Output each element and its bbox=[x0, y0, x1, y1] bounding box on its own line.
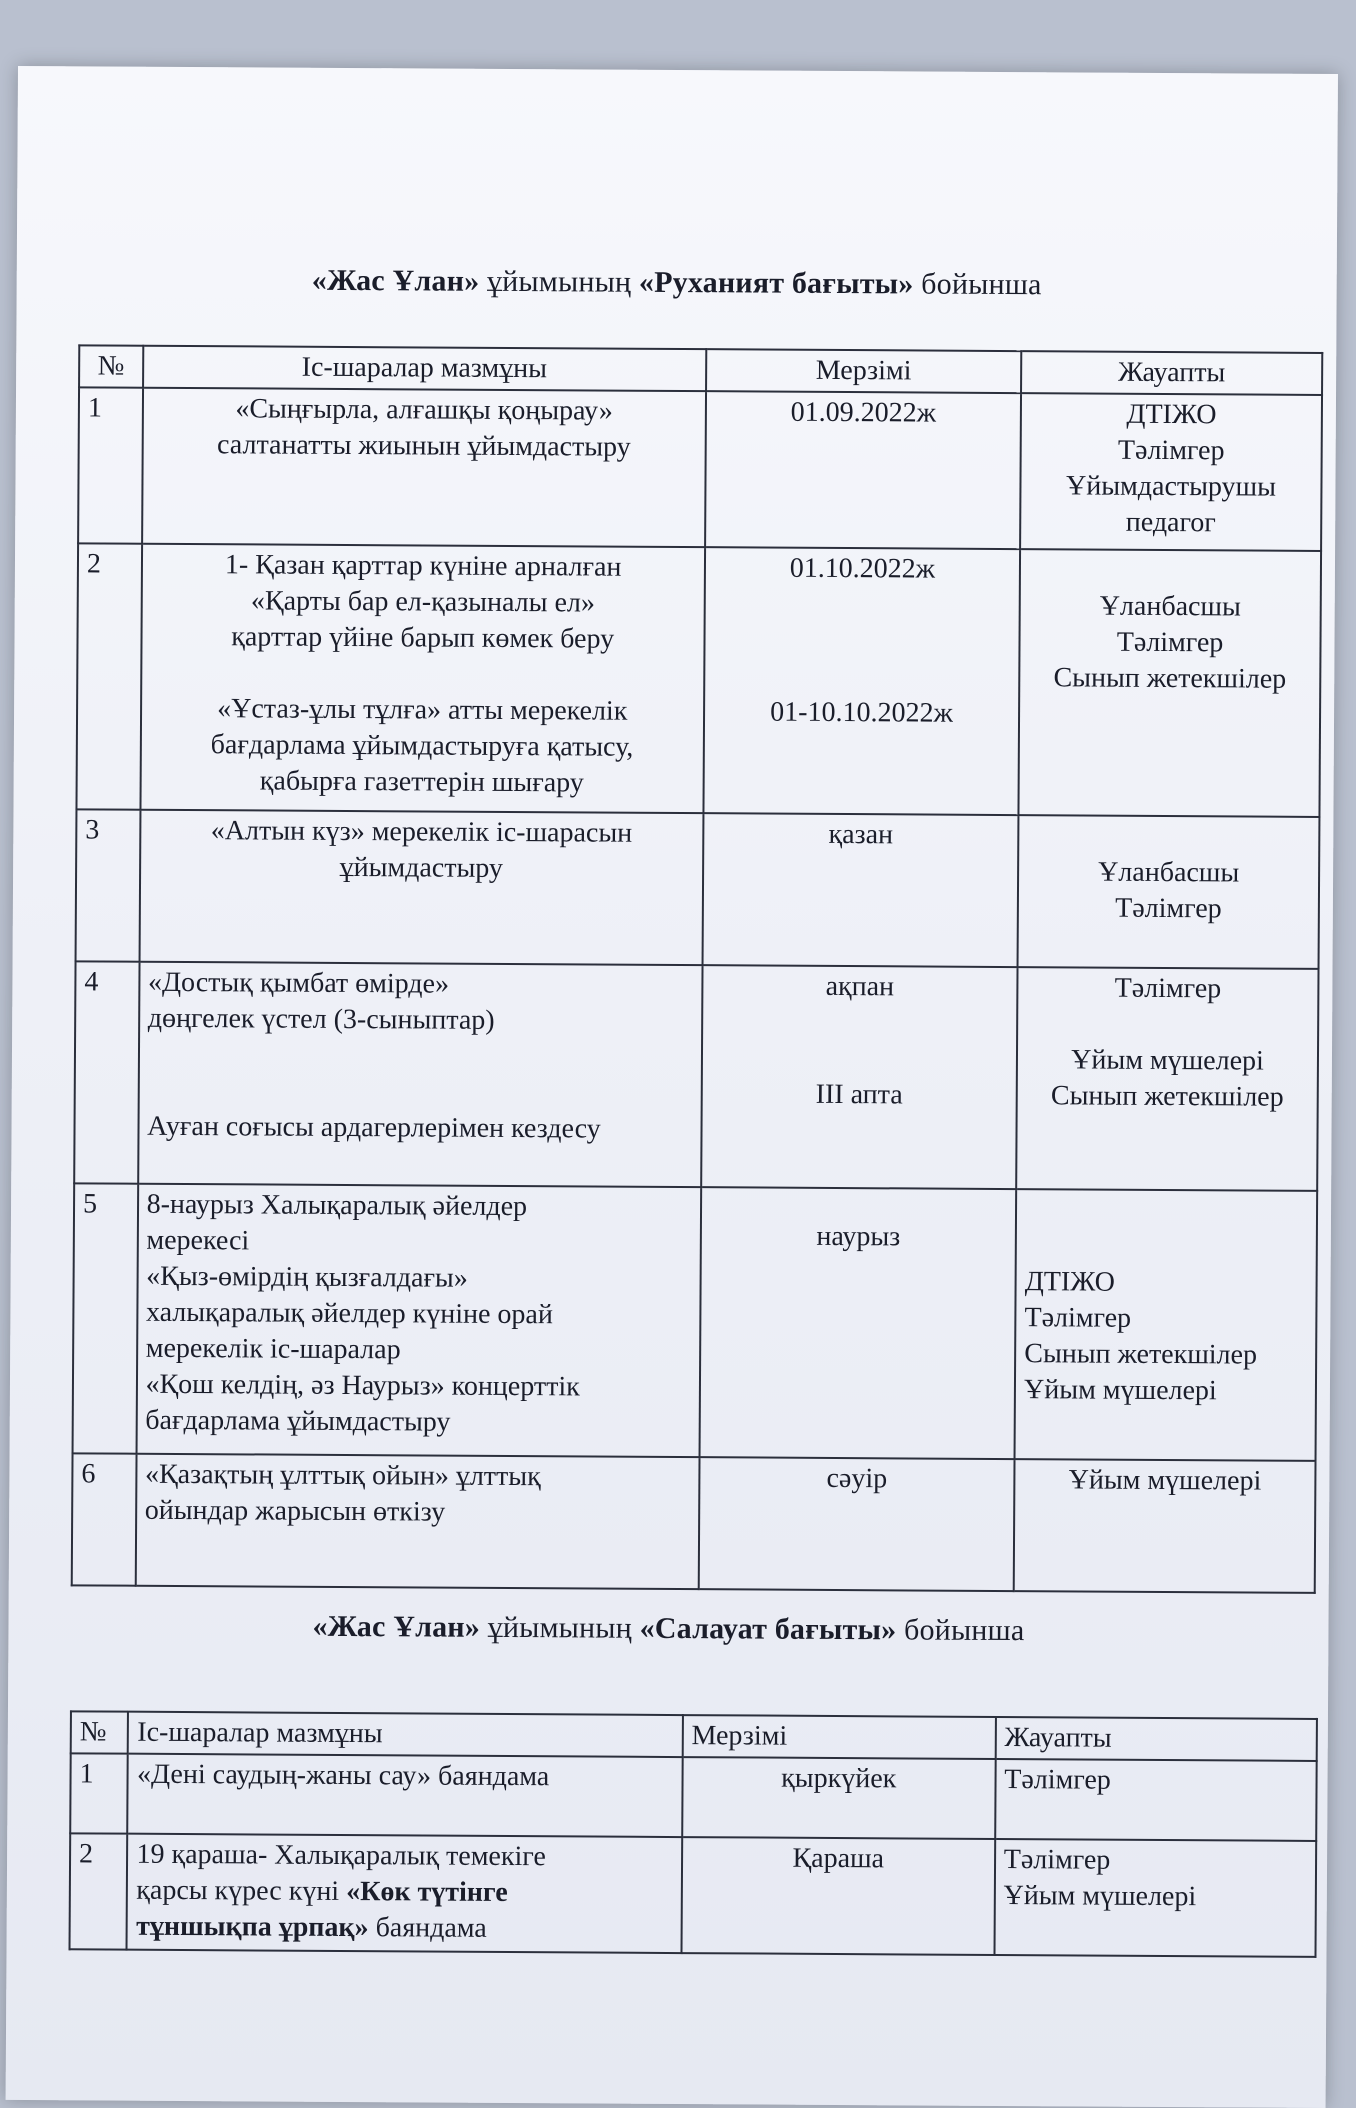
table-row bbox=[76, 809, 1320, 969]
term-value: ақпан bbox=[825, 970, 895, 1003]
responsible-line: педагог bbox=[1125, 506, 1216, 539]
section-title-ruhaniyat bbox=[17, 262, 1337, 304]
responsible-line: Тәлімгер bbox=[1117, 434, 1225, 467]
table-row bbox=[78, 387, 1322, 551]
content-line: қабырға газеттерін шығару bbox=[259, 765, 584, 799]
header-number: № bbox=[79, 345, 143, 387]
row-term bbox=[699, 1457, 1015, 1591]
content-line: «Сыңғырла, алғашқы қоңырау» bbox=[235, 393, 613, 427]
row-responsible bbox=[1015, 1189, 1317, 1461]
content-line: қарттар үйіне барып көмек беру bbox=[231, 621, 615, 655]
responsible-line: Ұйым мүшелері bbox=[1071, 1044, 1264, 1077]
header-responsible: Жауапты bbox=[1021, 351, 1322, 395]
header-number: № bbox=[71, 1711, 129, 1753]
row-content bbox=[142, 388, 706, 547]
responsible-line: Ұланбасшы bbox=[1098, 856, 1240, 889]
term-value: қазан bbox=[828, 818, 894, 851]
row-responsible bbox=[1016, 967, 1318, 1191]
row-number: 1 bbox=[70, 1753, 128, 1833]
table-row bbox=[72, 1453, 1316, 1593]
section-title-salauat bbox=[8, 1608, 1328, 1650]
row-number: 3 bbox=[76, 809, 141, 961]
content-bold-text: «Көк түтінге bbox=[346, 1876, 508, 1908]
responsible-line: Тәлімгер bbox=[1114, 972, 1222, 1005]
row-number: 2 bbox=[76, 543, 141, 809]
term-value: 01-10.10.2022ж bbox=[770, 696, 953, 729]
responsible-line: Тәлімгер bbox=[1116, 626, 1224, 659]
content-bold-text: тұншықпа ұрпақ» bbox=[136, 1910, 369, 1944]
content-line: 1- Қазан қарттар күніне арналған bbox=[224, 549, 622, 583]
header-term: Мерзімі bbox=[706, 349, 1022, 393]
content-line: дөңгелек үстел (3-сыныптар) bbox=[147, 1002, 495, 1036]
title-direction: «Салауат бағыты» bbox=[639, 1611, 897, 1647]
title-suffix: бойынша bbox=[896, 1613, 1025, 1648]
table-row bbox=[73, 1183, 1318, 1461]
row-term bbox=[703, 547, 1020, 815]
title-org-name: «Жас Ұлан» bbox=[311, 263, 480, 298]
table-row bbox=[76, 543, 1321, 817]
content-line bbox=[136, 1909, 672, 1948]
row-term bbox=[681, 1837, 995, 1955]
row-term bbox=[699, 1187, 1016, 1459]
responsible-line: ДТІЖО bbox=[1126, 398, 1217, 431]
responsible-line: Ұланбасшы bbox=[1099, 590, 1241, 623]
responsible-line: Тәлімгер bbox=[1003, 1844, 1111, 1876]
responsible-line: Сынып жетекшілер bbox=[1024, 1338, 1258, 1371]
row-number: 6 bbox=[72, 1453, 136, 1585]
row-content bbox=[128, 1754, 683, 1837]
responsible-line: Сынып жетекшілер bbox=[1050, 1080, 1284, 1113]
row-responsible bbox=[995, 1759, 1317, 1841]
row-content bbox=[135, 1454, 699, 1589]
title-suffix: бойынша bbox=[913, 267, 1042, 302]
row-term bbox=[702, 813, 1018, 967]
header-content: Іс-шаралар мазмұны bbox=[128, 1712, 682, 1757]
row-term bbox=[701, 965, 1018, 1189]
responsible-line: Тәлімгер bbox=[1004, 1764, 1111, 1796]
row-content bbox=[139, 810, 703, 965]
row-number: 5 bbox=[73, 1183, 138, 1453]
content-line: ұйымдастыру bbox=[339, 851, 504, 884]
title-connector: ұйымының bbox=[479, 264, 640, 299]
term-value: Қараша bbox=[792, 1842, 885, 1875]
row-term bbox=[682, 1757, 996, 1839]
row-content bbox=[136, 1184, 701, 1457]
row-content bbox=[140, 544, 705, 813]
term-value: 01.10.2022ж bbox=[789, 552, 936, 585]
content-line: бағдарлама ұйымдастыруға қатысу, bbox=[210, 729, 634, 763]
content-line: «Қазақтың ұлттық ойын» ұлттық bbox=[144, 1458, 541, 1493]
table-row bbox=[70, 1753, 1316, 1841]
content-line: «Ұстаз-ұлы тұлға» атты мерекелік bbox=[217, 693, 628, 727]
row-responsible bbox=[1018, 815, 1320, 969]
content-line: мерекелік іс-шаралар bbox=[145, 1332, 401, 1366]
row-number: 2 bbox=[70, 1833, 128, 1949]
paper-sheet bbox=[6, 66, 1338, 2108]
content-line: «Қарты бар ел-қазыналы ел» bbox=[250, 585, 595, 619]
row-content bbox=[138, 962, 703, 1187]
content-line: Ауған соғысы ардагерлерімен кездесу bbox=[147, 1110, 601, 1145]
row-responsible bbox=[1014, 1459, 1316, 1593]
content-text: қарсы күрес күні bbox=[136, 1874, 347, 1908]
content-line: мерекесі bbox=[146, 1224, 250, 1257]
header-term: Мерзімі bbox=[682, 1715, 995, 1759]
salauat-table bbox=[69, 1710, 1318, 1958]
content-line: бағдарлама ұйымдастыру bbox=[145, 1404, 451, 1438]
table-row bbox=[70, 1833, 1317, 1957]
content-line: «Достық қымбат өмірде» bbox=[147, 966, 450, 1000]
ruhaniyat-table bbox=[71, 344, 1324, 1594]
title-connector: ұйымының bbox=[479, 1610, 640, 1645]
header-content: Іс-шаралар мазмұны bbox=[143, 346, 706, 391]
responsible-line: Тәлімгер bbox=[1115, 892, 1222, 925]
row-responsible bbox=[1020, 393, 1322, 551]
responsible-line: Ұйым мүшелері bbox=[1003, 1880, 1197, 1913]
header-responsible: Жауапты bbox=[995, 1717, 1317, 1761]
row-responsible bbox=[1019, 549, 1321, 817]
responsible-line: Ұйым мүшелері bbox=[1024, 1374, 1217, 1407]
title-org-name: «Жас Ұлан» bbox=[312, 1609, 481, 1644]
term-value: қыркүйек bbox=[781, 1762, 897, 1795]
content-line: «Қош келдің, әз Наурыз» концерттік bbox=[145, 1368, 580, 1403]
content-line: 19 қараша- Халықаралық темекіге bbox=[136, 1838, 546, 1873]
row-content bbox=[127, 1834, 682, 1953]
term-value: ІІІ апта bbox=[815, 1078, 903, 1111]
responsible-line: Ұйым мүшелері bbox=[1068, 1464, 1262, 1497]
responsible-line: Ұйымдастырушы bbox=[1065, 470, 1277, 503]
title-direction: «Руханият бағыты» bbox=[638, 265, 914, 301]
content-line bbox=[136, 1873, 672, 1912]
row-number: 1 bbox=[78, 387, 143, 543]
row-number: 4 bbox=[74, 961, 139, 1183]
responsible-line: Тәлімгер bbox=[1024, 1302, 1132, 1334]
row-responsible bbox=[994, 1839, 1316, 1957]
content-line: «Қыз-өмірдің қызғалдағы» bbox=[146, 1260, 468, 1294]
content-text: баяндама bbox=[368, 1912, 487, 1944]
responsible-line: ДТІЖО bbox=[1024, 1266, 1115, 1298]
term-value: наурыз bbox=[816, 1220, 901, 1253]
table-row bbox=[74, 961, 1318, 1191]
responsible-line: Сынып жетекшілер bbox=[1053, 662, 1287, 695]
content-line: «Дені саудың-жаны сау» баяндама bbox=[136, 1758, 550, 1793]
content-line: халықаралық әйелдер күніне орай bbox=[145, 1296, 553, 1331]
content-line: «Алтын күз» мерекелік іс-шарасын bbox=[210, 815, 633, 849]
content-line: ойындар жарысын өткізу bbox=[144, 1494, 446, 1528]
term-value: сәуір bbox=[826, 1462, 888, 1495]
content-line: 8-наурыз Халықаралық әйелдер bbox=[146, 1188, 528, 1223]
content-line: салтанатты жиынын ұйымдастыру bbox=[216, 429, 631, 463]
term-value: 01.09.2022ж bbox=[790, 396, 937, 429]
row-term bbox=[705, 391, 1021, 549]
